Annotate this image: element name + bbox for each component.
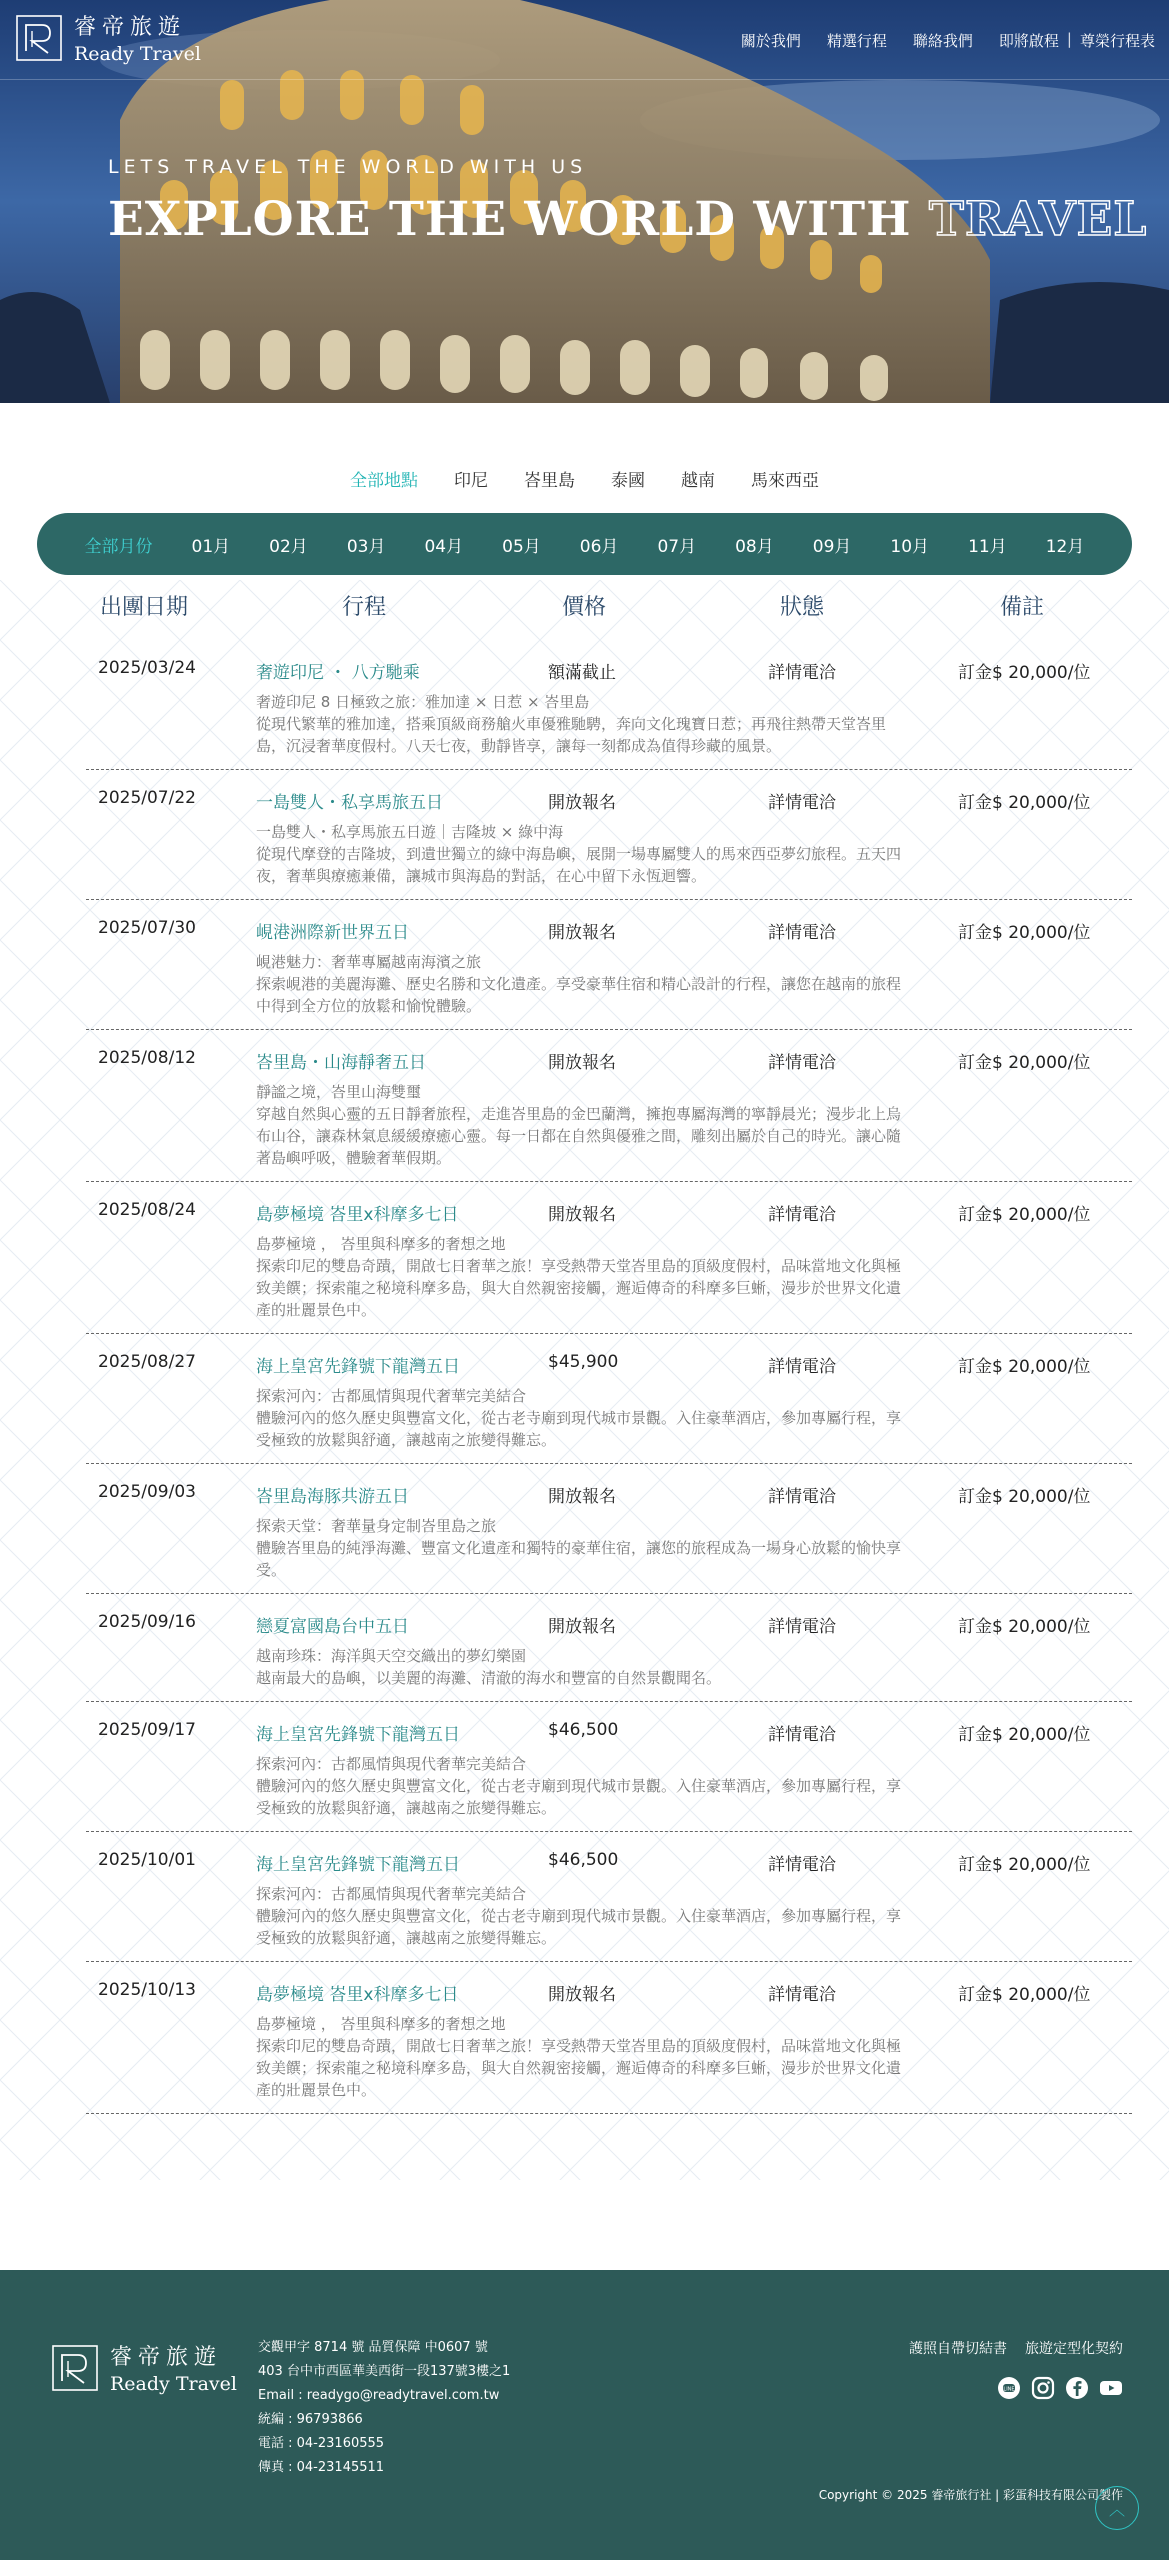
- location-thailand[interactable]: 泰國: [611, 471, 645, 491]
- hero-subtitle: LETS TRAVEL THE WORLD WITH US: [108, 156, 588, 178]
- table-row: [86, 1702, 1132, 1832]
- trip-title-link[interactable]: 峴港洲際新世界五日: [256, 923, 409, 943]
- trip-price: 開放報名: [548, 923, 616, 943]
- month-03[interactable]: 03月: [346, 536, 386, 557]
- month-09[interactable]: 09月: [812, 536, 852, 557]
- trip-deposit-note: 訂金$ 20,000/位: [958, 1357, 1091, 1377]
- instagram-icon[interactable]: [1031, 2376, 1055, 2400]
- trip-deposit-note: 訂金$ 20,000/位: [958, 923, 1091, 943]
- trip-title-link[interactable]: 奢遊印尼 ・ 八方馳乘: [256, 663, 420, 683]
- facebook-icon[interactable]: [1065, 2376, 1089, 2400]
- company-info: [258, 2336, 510, 2480]
- month-all[interactable]: 全部月份: [84, 536, 153, 557]
- location-bali[interactable]: 峇里島: [524, 471, 575, 491]
- departure-date: 2025/07/30: [98, 918, 196, 938]
- trip-status: 詳情電洽: [768, 1725, 836, 1745]
- trip-description: 峴港魅力：奢華專屬越南海濱之旅 探索峴港的美麗海灘、歷史名勝和文化遺產。享受豪華住宿和精心設計的行程，讓您在越南的旅程中得到全方位的放鬆和愉悅體驗。: [256, 953, 902, 1015]
- table-row: [86, 1594, 1132, 1702]
- svg-text:LINE: LINE: [1003, 2386, 1015, 2393]
- trip-title-link[interactable]: 海上皇宮先鋒號下龍灣五日: [256, 1357, 460, 1377]
- nav-about[interactable]: 關於我們: [740, 32, 801, 50]
- month-02[interactable]: 02月: [269, 536, 308, 557]
- trip-status: 詳情電洽: [768, 1855, 836, 1875]
- back-to-top-button[interactable]: [1095, 2486, 1139, 2530]
- departure-date: 2025/08/12: [98, 1048, 196, 1068]
- trip-price: 開放報名: [548, 1487, 616, 1507]
- top-navbar: [0, 0, 1169, 80]
- trip-status: 詳情電洽: [768, 793, 836, 813]
- fax: 傳真 : 04-23145511: [258, 2460, 385, 2475]
- table-row: [86, 1182, 1132, 1334]
- travel-contract-link[interactable]: 旅遊定型化契約: [1025, 2341, 1123, 2357]
- trip-price: $46,500: [548, 1720, 619, 1740]
- trip-deposit-note: 訂金$ 20,000/位: [958, 1205, 1091, 1225]
- departure-date: 2025/03/24: [98, 658, 196, 678]
- location-all[interactable]: 全部地點: [350, 471, 418, 491]
- trip-status: 詳情電洽: [768, 1985, 836, 2005]
- departure-date: 2025/10/13: [98, 1980, 196, 2000]
- trip-price: 開放報名: [548, 1053, 616, 1073]
- trip-status: 詳情電洽: [768, 1205, 836, 1225]
- line-icon[interactable]: [997, 2376, 1021, 2400]
- main-nav: [741, 30, 1155, 51]
- departure-date: 2025/07/22: [98, 788, 196, 808]
- nav-vip-schedule[interactable]: 尊榮行程表: [1079, 32, 1155, 50]
- trip-status: 詳情電洽: [768, 663, 836, 683]
- trip-price: 開放報名: [548, 793, 616, 813]
- footer-links: [909, 2338, 1123, 2358]
- trip-status: 詳情電洽: [768, 1053, 836, 1073]
- departure-date: 2025/10/01: [98, 1850, 196, 1870]
- trip-description: 探索河內：古都風情與現代奢華完美結合 體驗河內的悠久歷史與豐富文化，從古老寺廟到現代城市景觀。入住豪華酒店，參加專屬行程，享受極致的放鬆與舒適，讓越南之旅變得難忘。: [256, 1885, 902, 1947]
- trip-price: $46,500: [548, 1850, 619, 1870]
- hero-title-outline: TRAVEL: [928, 192, 1148, 247]
- trip-price: 額滿截止: [548, 663, 616, 683]
- departure-date: 2025/09/16: [98, 1612, 196, 1632]
- brand-logo[interactable]: [14, 10, 201, 65]
- schedule-table: [0, 580, 1169, 2180]
- departure-date: 2025/08/27: [98, 1352, 196, 1372]
- trip-deposit-note: 訂金$ 20,000/位: [958, 1617, 1091, 1637]
- month-filter: [37, 513, 1132, 575]
- hero-title-main: EXPLORE THE WORLD WITH: [108, 192, 912, 247]
- table-body: [86, 640, 1132, 2114]
- month-05[interactable]: 05月: [502, 536, 541, 557]
- footer-brand-zh: 睿帝旅遊: [110, 2345, 223, 2370]
- month-10[interactable]: 10月: [890, 536, 930, 557]
- trip-status: 詳情電洽: [768, 1487, 836, 1507]
- footer-logo[interactable]: [50, 2340, 237, 2395]
- trip-title-link[interactable]: 島夢極境 峇里x科摩多七日: [256, 1205, 459, 1225]
- brand-name-zh: 睿帝旅遊: [74, 15, 187, 40]
- departure-date: 2025/09/03: [98, 1482, 196, 1502]
- table-row: [86, 640, 1132, 770]
- trip-title-link[interactable]: 島夢極境 峇里x科摩多七日: [256, 1985, 459, 2005]
- header-price: 價格: [562, 595, 607, 620]
- hero-title: [108, 192, 1147, 247]
- trip-description: 一島雙人・私享馬旅五日遊｜吉隆坡 × 綠中海 從現代摩登的吉隆坡，到遺世獨立的綠中海島嶼，展開一場專屬雙人的馬來西亞夢幻旅程。五天四夜，奢華與療癒兼備，讓城市與海島的對話，在心中留下永恆迴響。: [256, 823, 902, 885]
- month-11[interactable]: 11月: [968, 536, 1007, 557]
- brand-name-en: Ready Travel: [74, 43, 201, 65]
- table-header: [0, 590, 1169, 630]
- table-row: [86, 1962, 1132, 2114]
- trip-description: 靜謐之境，峇里山海雙璽 穿越自然與心靈的五日靜奢旅程，走進峇里島的金巴蘭灣，擁抱專屬海灣的寧靜晨光；漫步北上烏布山谷，讓森林氣息緩緩療癒心靈。每一日都在自然與優雅之間，雕刻出屬於自己的時光。讓心隨著島嶼呼吸，體驗奢華假期。: [256, 1083, 902, 1167]
- trip-price: 開放報名: [548, 1205, 616, 1225]
- header-date: 出團日期: [100, 595, 189, 620]
- trip-deposit-note: 訂金$ 20,000/位: [958, 1855, 1091, 1875]
- chevron-up-icon: ︿: [1108, 2499, 1125, 2519]
- email[interactable]: Email : readygo@readytravel.com.tw: [258, 2388, 500, 2403]
- trip-description: 奢遊印尼 8 日極致之旅：雅加達 × 日惹 × 峇里島 從現代繁華的雅加達，搭乘頂級商務艙火車優雅馳騁，奔向文化瑰寶日惹；再飛往熱帶天堂峇里島，沉浸奢華度假村。八天七夜，動靜皆享，讓每一刻都成為值得珍藏的風景。: [256, 693, 887, 755]
- hero-banner: [0, 0, 1169, 403]
- month-06[interactable]: 06月: [579, 536, 619, 557]
- trip-price: $45,900: [548, 1352, 619, 1372]
- youtube-icon[interactable]: [1099, 2376, 1123, 2400]
- nav-separator: |: [1066, 30, 1072, 48]
- trip-title-link[interactable]: 海上皇宮先鋒號下龍灣五日: [256, 1855, 460, 1875]
- license-info: 交觀甲字 8714 號 品質保障 中0607 號: [258, 2340, 488, 2355]
- header-status: 狀態: [780, 595, 825, 620]
- header-trip: 行程: [342, 595, 387, 620]
- trip-title-link[interactable]: 峇里島海豚共游五日: [256, 1487, 409, 1507]
- trip-title-link[interactable]: 一島雙人・私享馬旅五日: [256, 793, 443, 813]
- nav-featured-trips[interactable]: 精選行程: [826, 32, 887, 50]
- departure-date: 2025/08/24: [98, 1200, 196, 1220]
- trip-title-link[interactable]: 海上皇宮先鋒號下龍灣五日: [256, 1725, 460, 1745]
- address: 403 台中市西區華美西街一段137號3樓之1: [258, 2364, 511, 2379]
- trip-status: 詳情電洽: [768, 1357, 836, 1377]
- phone[interactable]: 電話 : 04-23160555: [258, 2436, 385, 2451]
- trip-price: 開放報名: [548, 1617, 616, 1637]
- trip-deposit-note: 訂金$ 20,000/位: [958, 1487, 1091, 1507]
- passport-affidavit-link[interactable]: 護照自帶切結書: [909, 2341, 1007, 2357]
- table-row: [86, 900, 1132, 1030]
- trip-title-link[interactable]: 峇里島・山海靜奢五日: [256, 1053, 426, 1073]
- table-row: [86, 1030, 1132, 1182]
- tax-id: 統編 : 96793866: [258, 2412, 363, 2427]
- month-01[interactable]: 01月: [191, 536, 231, 557]
- location-indonesia[interactable]: 印尼: [454, 471, 488, 491]
- month-08[interactable]: 08月: [735, 536, 774, 557]
- footer: [0, 2270, 1169, 2560]
- nav-departure[interactable]: 即將啟程: [998, 32, 1059, 50]
- nav-contact[interactable]: 聯絡我們: [912, 32, 973, 50]
- trip-title-link[interactable]: 戀夏富國島台中五日: [256, 1617, 409, 1637]
- trip-deposit-note: 訂金$ 20,000/位: [958, 1053, 1091, 1073]
- logo-icon: [14, 13, 64, 63]
- trip-description: 探索天堂：奢華量身定制峇里島之旅 體驗峇里島的純淨海灘、豐富文化遺產和獨特的豪華住宿，讓您的旅程成為一場身心放鬆的愉快享受。: [256, 1517, 902, 1579]
- trip-deposit-note: 訂金$ 20,000/位: [958, 793, 1091, 813]
- trip-deposit-note: 訂金$ 20,000/位: [958, 663, 1091, 683]
- header-note: 備註: [1000, 595, 1045, 620]
- trip-price: 開放報名: [548, 1985, 616, 2005]
- copyright: Copyright © 2025 睿帝旅行社 | 彩蛋科技有限公司製作: [818, 2488, 1123, 2502]
- trip-status: 詳情電洽: [768, 1617, 836, 1637]
- trip-description: 越南珍珠：海洋與天空交織出的夢幻樂園 越南最大的島嶼，以美麗的海灘、清澈的海水和豐富的自然景觀聞名。: [256, 1647, 722, 1687]
- trip-description: 探索河內：古都風情與現代奢華完美結合 體驗河內的悠久歷史與豐富文化，從古老寺廟到現代城市景觀。入住豪華酒店，參加專屬行程，享受極致的放鬆與舒適，讓越南之旅變得難忘。: [256, 1755, 902, 1817]
- table-row: [86, 1334, 1132, 1464]
- location-malaysia[interactable]: 馬來西亞: [751, 471, 819, 491]
- footer-brand-en: Ready Travel: [110, 2373, 237, 2395]
- location-filter: [0, 466, 1169, 491]
- trip-status: 詳情電洽: [768, 923, 836, 943]
- table-row: [86, 1464, 1132, 1594]
- trip-description: 島夢極境 ， 峇里與科摩多的奢想之地 探索印尼的雙島奇蹟，開啟七日奢華之旅！享受熱帶天堂峇里島的頂級度假村，品味當地文化與極致美饌；探索龍之秘境科摩多島，與大自然親密接觸，邂逅傳奇的科摩多巨蜥，漫步於世界文化遺產的壯麗景色中。: [256, 2015, 902, 2099]
- departure-date: 2025/09/17: [98, 1720, 196, 1740]
- month-07[interactable]: 07月: [657, 536, 697, 557]
- logo-icon: [50, 2343, 100, 2393]
- month-12[interactable]: 12月: [1045, 536, 1085, 557]
- table-row: [86, 770, 1132, 900]
- location-vietnam[interactable]: 越南: [681, 471, 715, 491]
- table-row: [86, 1832, 1132, 1962]
- social-links: [997, 2376, 1123, 2400]
- trip-deposit-note: 訂金$ 20,000/位: [958, 1985, 1091, 2005]
- month-04[interactable]: 04月: [424, 536, 464, 557]
- trip-deposit-note: 訂金$ 20,000/位: [958, 1725, 1091, 1745]
- trip-description: 島夢極境 ， 峇里與科摩多的奢想之地 探索印尼的雙島奇蹟，開啟七日奢華之旅！享受熱帶天堂峇里島的頂級度假村，品味當地文化與極致美饌；探索龍之秘境科摩多島，與大自然親密接觸，邂逅傳奇的科摩多巨蜥，漫步於世界文化遺產的壯麗景色中。: [256, 1235, 902, 1319]
- trip-description: 探索河內：古都風情與現代奢華完美結合 體驗河內的悠久歷史與豐富文化，從古老寺廟到現代城市景觀。入住豪華酒店，參加專屬行程，享受極致的放鬆與舒適，讓越南之旅變得難忘。: [256, 1387, 902, 1449]
